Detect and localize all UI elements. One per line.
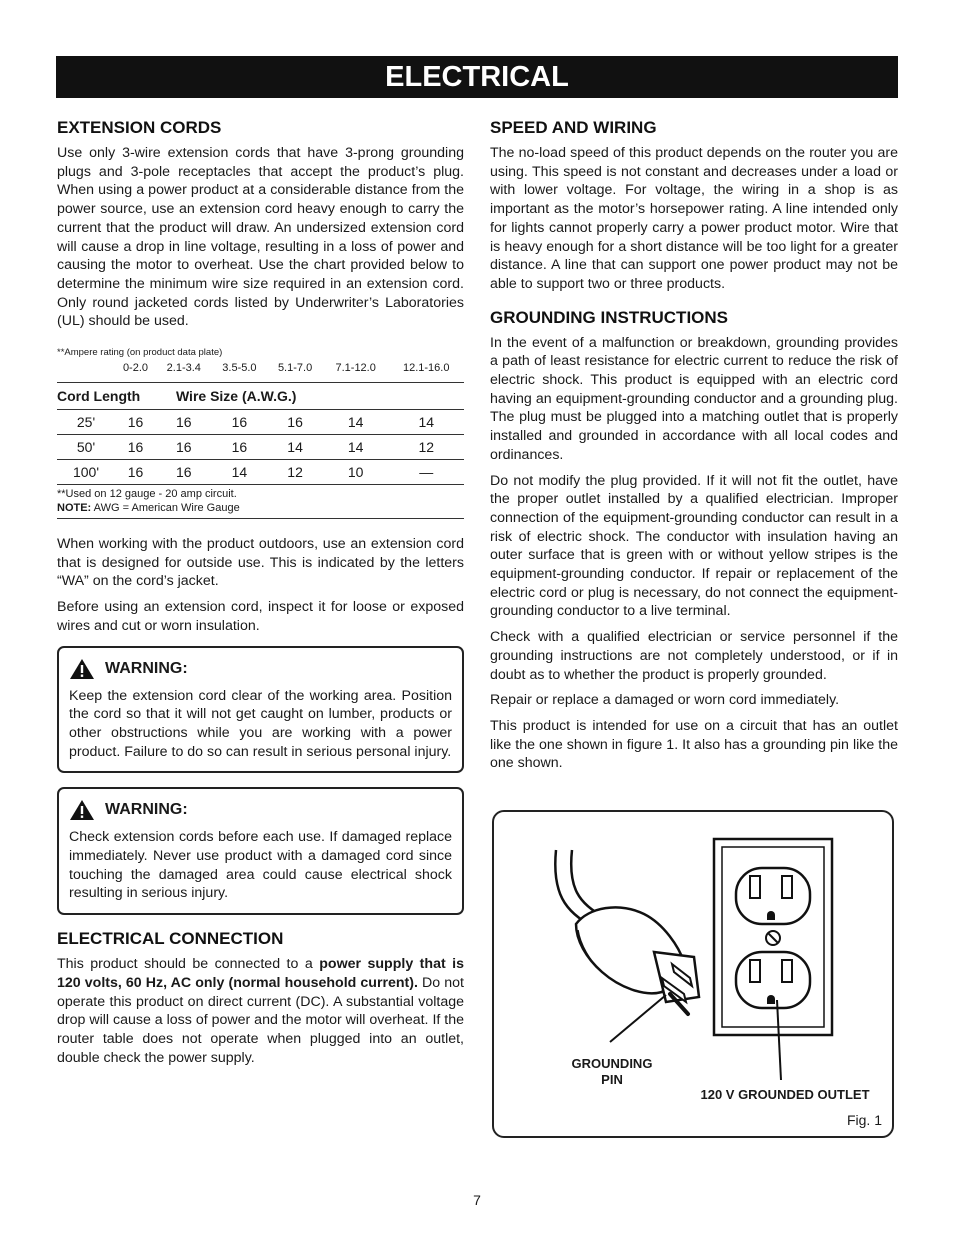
table-header-row <box>57 383 464 410</box>
amp-rating: 2.1-3.4 <box>156 362 212 383</box>
extension-cords-paragraph-2: When working with the product outdoors, use an extension cord that is designed for outside use. This is indicated by the letters “WA” on the cord’s jacket. <box>57 536 464 590</box>
amp-rating: 0-2.0 <box>115 362 156 383</box>
warning-text: Check extension cords before each use. If damaged replace immediately. Never use product with a damaged cord since touching the damaged area could cause electrical shock resulting in serious injury. <box>69 829 452 902</box>
table-cell: 14 <box>267 435 323 460</box>
table-cell: 14 <box>388 410 464 435</box>
warning-triangle-icon <box>69 799 95 821</box>
note-label: NOTE: <box>57 502 92 515</box>
table-cell: 16 <box>115 460 156 485</box>
table-cell: 16 <box>115 410 156 435</box>
table-footnote-awg <box>57 501 464 515</box>
speed-wiring-text: The no-load speed of this product depends on the router you are using. This speed is not constant and decreases under a load or with lower voltage. For voltage, the wiring in a shop is as important as the motor’s horsepower rating. A line intended only for lights cannot properly carry a power product motor. Wire that is heavy enough for a short distance will be too light for a greater distance. A line that can support one power product may not be able to support two or three products. <box>490 145 898 292</box>
warning-text: Keep the extension cord clear of the working area. Position the cord so that it will not get caught on lumber, products or other obstructions while you are working with a power product. Failure to do so can result in serious personal injury. <box>69 687 452 760</box>
page-number: 7 <box>473 1192 481 1208</box>
cord-length-cell: 100' <box>57 460 115 485</box>
warning-header <box>69 658 452 680</box>
amp-rating: 5.1-7.0 <box>267 362 323 383</box>
figure-1 <box>492 810 894 1138</box>
speed-wiring-heading: SPEED AND WIRING <box>490 118 657 137</box>
grounded-outlet-label: 120 V GROUNDED OUTLET <box>700 1087 870 1102</box>
right-column <box>490 118 898 780</box>
power-supply-requirement: power supply that is 120 volts, 60 Hz, AC only (normal household current). <box>57 956 464 991</box>
grounding-paragraph-3: Check with a qualified electrician or service personnel if the grounding instructions are not completely understood, or if in doubt as to whether the product is properly grounded. <box>490 629 898 683</box>
grounding-paragraph-2: Do not modify the plug provided. If it will not fit the outlet, have the proper outlet installed by a qualified electrician. Improper connection of the equipment-grounding conductor can result in a risk of electric shock. The conductor with insulation having an outer surface that is green with or without yellow stripes is the equipment-grounding conductor. If repair or replacement of the electric cord or plug is necessary, do not connect the equipment-grounding conductor to a live terminal. <box>490 472 898 620</box>
table-cell: — <box>388 460 464 485</box>
amp-rating: 12.1-16.0 <box>388 362 464 383</box>
warning-header <box>69 799 452 821</box>
cord-length-cell: 25' <box>57 410 115 435</box>
warning-title: WARNING: <box>105 659 188 677</box>
ampere-rating-note: **Ampere rating (on product data plate) <box>57 347 223 359</box>
warning-box-2 <box>57 787 464 915</box>
cord-length-cell: 50' <box>57 435 115 460</box>
electrical-connection-text <box>57 955 464 1067</box>
wire-size-table <box>57 347 464 519</box>
table-cell: 12 <box>388 435 464 460</box>
wire-size-header: Wire Size (A.W.G.) <box>156 383 464 410</box>
table-cell: 14 <box>212 460 268 485</box>
table-cell: 14 <box>323 435 389 460</box>
table-row <box>57 410 464 435</box>
extension-cords-paragraph-3: Before using an extension cord, inspect it for loose or exposed wires and cut or worn insulation. <box>57 599 464 634</box>
figure-caption: Fig. 1 <box>846 1112 882 1128</box>
text-segment: This product should be connected to a <box>57 956 320 973</box>
table-cell: 10 <box>323 460 389 485</box>
cord-length-header: Cord Length <box>57 383 156 410</box>
table-footnote <box>57 485 464 519</box>
amp-rating: 7.1-12.0 <box>323 362 389 383</box>
warning-box-1 <box>57 646 464 774</box>
table-cell: 16 <box>156 460 212 485</box>
table-cell: 12 <box>267 460 323 485</box>
table-cell: 16 <box>115 435 156 460</box>
table-cell: 16 <box>267 410 323 435</box>
warning-title: WARNING: <box>105 801 188 819</box>
electrical-connection-heading: ELECTRICAL CONNECTION <box>57 929 284 949</box>
left-column <box>57 118 464 1074</box>
grounding-paragraph-1: In the event of a malfunction or breakdown, grounding provides a path of least resistance for electric current to reduce the risk of electric shock. This product is equipped with an electric cord having an equipment-grounding conductor and a grounding plug. The plug must be plugged into a matching outlet that is properly installed and grounded in accordance with all local codes and ordinances. <box>490 334 898 463</box>
table-cell: 16 <box>156 435 212 460</box>
grounding-paragraph-4: Repair or replace a damaged or worn cord immediately. <box>490 692 840 709</box>
table-cell: 16 <box>212 435 268 460</box>
note-text: AWG = American Wire Gauge <box>91 502 240 515</box>
table-footnote-gauge: **Used on 12 gauge - 20 amp circuit. <box>57 488 237 501</box>
section-banner: ELECTRICAL <box>56 56 898 98</box>
ampere-rating-row <box>57 362 464 383</box>
table-cell: 16 <box>156 410 212 435</box>
table-cell: 16 <box>212 410 268 435</box>
table-cell: 14 <box>323 410 389 435</box>
table-row <box>57 460 464 485</box>
grounding-heading: GROUNDING INSTRUCTIONS <box>490 307 728 327</box>
table-row <box>57 435 464 460</box>
text-segment: Do not operate this product on direct current (DC). A substantial voltage drop will cause a loss of power and the motor will overheat. If the router table does not operate when plugged into an outlet, double check the power supply. <box>57 974 464 1066</box>
warning-triangle-icon <box>69 658 95 680</box>
extension-cords-paragraph-1: Use only 3-wire extension cords that have 3-prong grounding plugs and 3-pole receptacles that accept the product’s plug. When using a power product at a considerable distance from the power source, use an extension cord heavy enough to carry the current that the product will draw. An undersized extension cord will cause a drop in line voltage, resulting in a loss of power and causing the motor to overheat. Use the chart provided below to determine the minimum wire size required in an extension cord. Only round jacketed cords listed by Underwriter’s Laboratories (UL) should be used. <box>57 145 464 330</box>
grounding-paragraph-5: This product is intended for use on a circuit that has an outlet like the one shown in figure 1. It also has a grounding pin like the one shown. <box>490 717 898 772</box>
amp-rating: 3.5-5.0 <box>212 362 268 383</box>
grounding-pin-label: GROUNDING PIN <box>571 1056 653 1087</box>
extension-cords-heading: EXTENSION CORDS <box>57 118 222 137</box>
